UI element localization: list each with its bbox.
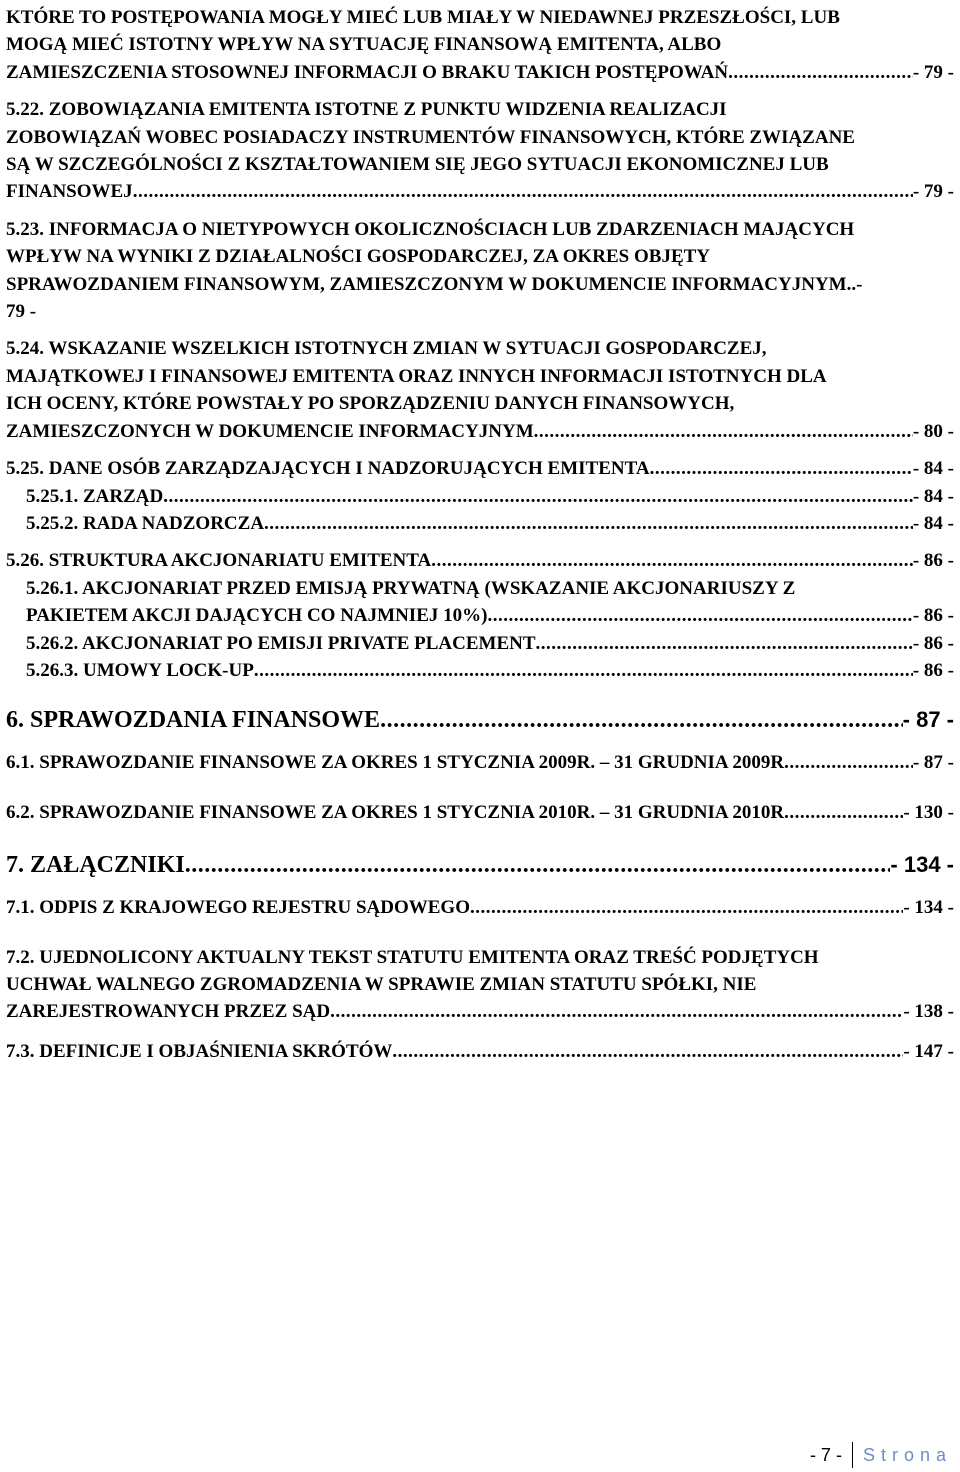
- dot-leader: [470, 894, 903, 921]
- dot-leader: [534, 418, 913, 445]
- dot-leader: [163, 483, 913, 510]
- toc-page-number: - 86 -: [912, 550, 954, 572]
- toc-entry-line: UCHWAŁ WALNEGO ZGROMADZENIA W SPRAWIE ZMIAN STATUTU SPÓŁKI, NIE: [6, 973, 757, 995]
- toc-entry-line: SĄ W SZCZEGÓLNOŚCI Z KSZTAŁTOWANIEM SIĘ JEGO SYTUACJI EKONOMICZNEJ LUB: [6, 154, 829, 176]
- toc-entry-line: 5.25.2. RADA NADZORCZA ..... - 84 -: [26, 510, 954, 537]
- dot-leader: [487, 602, 912, 629]
- toc-entry-line: 6. SPRAWOZDANIA FINANSOWE ..... - 87 -: [6, 705, 954, 735]
- toc-page-number: - 130 -: [903, 801, 954, 823]
- dot-leader: [784, 799, 903, 826]
- toc-entry-line: ZAMIESZCZONYCH W DOKUMENCIE INFORMACYJNYM ..... - 80 -: [6, 418, 954, 445]
- toc-entry-line: 7.2. UJEDNOLICONY AKTUALNY TEKST STATUTU EMITENTA ORAZ TREŚĆ PODJĘTYCH: [6, 946, 819, 968]
- toc-entry: [6, 510, 954, 537]
- toc-page-number: - 86 -: [912, 659, 954, 681]
- table-of-contents: [6, 4, 954, 1065]
- toc-entry-line: 5.25.1. ZARZĄD ..... - 84 -: [26, 483, 954, 510]
- toc-entry: [6, 749, 954, 776]
- toc-entry-line: 6.2. SPRAWOZDANIE FINANSOWE ZA OKRES 1 STYCZNIA 2010R. – 31 GRUDNIA 2010R ..... - 130 -: [6, 799, 954, 826]
- toc-entry-line: FINANSOWEJ ..... - 79 -: [6, 178, 954, 205]
- toc-entry: [6, 1038, 954, 1065]
- toc-section-heading: [6, 850, 954, 880]
- toc-entry-line: 5.22. ZOBOWIĄZANIA EMITENTA ISTOTNE Z PUNKTU WIDZENIA REALIZACJI: [6, 99, 727, 121]
- toc-page-number: - 87 -: [912, 752, 954, 774]
- toc-page-number: - 84 -: [912, 485, 954, 507]
- toc-entry-line: 7. ZAŁĄCZNIKI ..... - 134 -: [6, 850, 954, 880]
- toc-page-number: - 80 -: [912, 420, 954, 442]
- dot-leader: [392, 1038, 903, 1065]
- toc-page-number: - 86 -: [912, 605, 954, 627]
- toc-page-number: - 87 -: [902, 707, 954, 733]
- toc-section-heading: [6, 705, 954, 735]
- toc-entry-line: 5.24. WSKAZANIE WSZELKICH ISTOTNYCH ZMIAN W SYTUACJI GOSPODARCZEJ,: [6, 338, 767, 360]
- footer-page-number: - 7 -: [809, 1444, 842, 1465]
- toc-entry-line: MOGĄ MIEĆ ISTOTNY WPŁYW NA SYTUACJĘ FINANSOWĄ EMITENTA, ALBO: [6, 34, 722, 56]
- toc-entry: [6, 944, 954, 1026]
- toc-entry-line: SPRAWOZDANIEM FINANSOWYM, ZAMIESZCZONYM W DOKUMENCIE INFORMACYJNYM..-: [6, 273, 863, 295]
- toc-entry-line: 6.1. SPRAWOZDANIE FINANSOWE ZA OKRES 1 STYCZNIA 2009R. – 31 GRUDNIA 2009R ..... - 87 -: [6, 749, 954, 776]
- dot-leader: [264, 510, 913, 537]
- toc-entry-line: 5.26.2. AKCJONARIAT PO EMISJI PRIVATE PLACEMENT ..... - 86 -: [26, 630, 954, 657]
- footer-label: Strona: [862, 1444, 952, 1465]
- dot-leader: [728, 59, 913, 86]
- toc-entry: [6, 4, 954, 86]
- toc-entry: [6, 657, 954, 684]
- toc-entry: [6, 216, 954, 326]
- toc-entry: [6, 483, 954, 510]
- footer-divider: [852, 1442, 853, 1468]
- toc-entry-line: 7.3. DEFINICJE I OBJAŚNIENIA SKRÓTÓW ..... - 147 -: [6, 1038, 954, 1065]
- dot-leader: [185, 850, 891, 880]
- dot-leader: [380, 705, 903, 735]
- toc-page-number: - 86 -: [912, 632, 954, 654]
- toc-entry-line: ZAMIESZCZENIA STOSOWNEJ INFORMACJI O BRAKU TAKICH POSTĘPOWAŃ ..... - 79 -: [6, 59, 954, 86]
- toc-entry: [6, 575, 954, 630]
- toc-page-number: - 138 -: [903, 1001, 954, 1023]
- toc-page-number: - 79 -: [912, 61, 954, 83]
- toc-entry: [6, 547, 954, 574]
- toc-page-number: - 84 -: [912, 512, 954, 534]
- toc-entry-line: 79 -: [6, 301, 37, 323]
- toc-entry: [6, 630, 954, 657]
- dot-leader: [133, 178, 913, 205]
- toc-entry-line: WPŁYW NA WYNIKI Z DZIAŁALNOŚCI GOSPODARCZEJ, ZA OKRES OBJĘTY: [6, 246, 711, 268]
- toc-entry-line: PAKIETEM AKCJI DAJĄCYCH CO NAJMNIEJ 10%) ..... - 86 -: [26, 602, 954, 629]
- toc-page-number: - 134 -: [890, 852, 954, 878]
- toc-page-number: - 84 -: [912, 458, 954, 480]
- dot-leader: [536, 630, 913, 657]
- toc-page-number: - 147 -: [903, 1040, 954, 1062]
- toc-entry-line: 5.23. INFORMACJA O NIETYPOWYCH OKOLICZNOŚCIACH LUB ZDARZENIACH MAJĄCYCH: [6, 218, 855, 240]
- toc-entry-line: 5.26.3. UMOWY LOCK-UP ..... - 86 -: [26, 657, 954, 684]
- dot-leader: [650, 455, 913, 482]
- toc-page-number: - 79 -: [912, 181, 954, 203]
- toc-entry-line: KTÓRE TO POSTĘPOWANIA MOGŁY MIEĆ LUB MIAŁY W NIEDAWNEJ PRZESZŁOŚCI, LUB: [6, 7, 840, 28]
- toc-entry: [6, 335, 954, 445]
- toc-entry: [6, 894, 954, 921]
- toc-entry-line: ZOBOWIĄZAŃ WOBEC POSIADACZY INSTRUMENTÓW FINANSOWYCH, KTÓRE ZWIĄZANE: [6, 126, 855, 148]
- toc-entry-line: 5.25. DANE OSÓB ZARZĄDZAJĄCYCH I NADZORUJĄCYCH EMITENTA ..... - 84 -: [6, 455, 954, 482]
- dot-leader: [254, 657, 913, 684]
- toc-page-number: - 134 -: [903, 897, 954, 919]
- page-footer: [810, 1442, 952, 1468]
- dot-leader: [784, 749, 913, 776]
- toc-entry: [6, 96, 954, 206]
- toc-entry-line: ZAREJESTROWANYCH PRZEZ SĄD ..... - 138 -: [6, 998, 954, 1025]
- toc-entry-line: 5.26. STRUKTURA AKCJONARIATU EMITENTA ..... - 86 -: [6, 547, 954, 574]
- toc-entry-line: 5.26.1. AKCJONARIAT PRZED EMISJĄ PRYWATNĄ (WSKAZANIE AKCJONARIUSZY Z: [26, 577, 796, 599]
- dot-leader: [330, 998, 903, 1025]
- toc-entry-line: 7.1. ODPIS Z KRAJOWEGO REJESTRU SĄDOWEGO ..... - 134 -: [6, 894, 954, 921]
- toc-entry-line: ICH OCENY, KTÓRE POWSTAŁY PO SPORZĄDZENIU DANYCH FINANSOWYCH,: [6, 393, 735, 415]
- toc-entry: [6, 455, 954, 482]
- dot-leader: [431, 547, 913, 574]
- toc-entry: [6, 799, 954, 826]
- toc-entry-line: MAJĄTKOWEJ I FINANSOWEJ EMITENTA ORAZ INNYCH INFORMACJI ISTOTNYCH DLA: [6, 365, 827, 387]
